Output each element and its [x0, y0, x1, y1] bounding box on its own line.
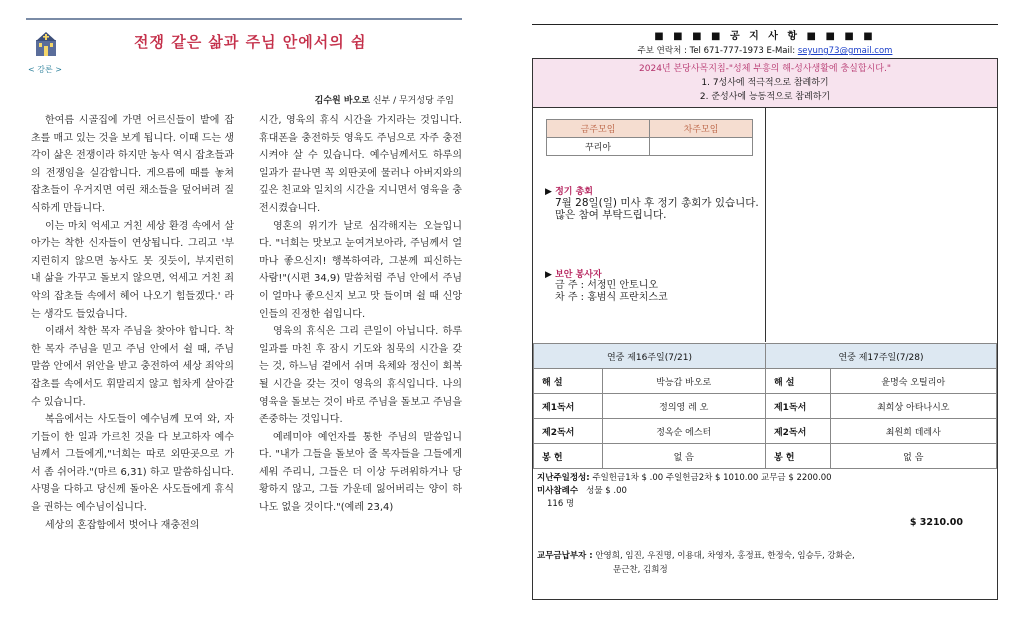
paragraph: 영혼의 위기가 날로 심각해지는 오늘입니다. "너희는 맛보고 눈여겨보아라, 주님께서 얼마나 좋으신지! 행복하여라, 그분께 피신하는 사람!"(시편 34,9) 말씀처럼 주님 안에서 주님이 얼마나 좋으신지 보고 맛 들이며 쉴 때 신앙인들의 진정한 쉼입니다. — [259, 220, 462, 320]
church-icon — [34, 32, 58, 56]
announcements-pane — [533, 108, 766, 342]
sermon-column-1 — [31, 112, 234, 534]
name-cell: 최희상 아타나시오 — [830, 394, 996, 419]
sermon-title: 전쟁 같은 삶과 주님 안에서의 쉼 — [134, 33, 367, 51]
sermon-page — [26, 18, 466, 618]
attendance-label: 미사참례수 — [537, 486, 579, 496]
name-cell: 정의영 레 오 — [602, 394, 765, 419]
contact-text: 주보 연락처 : Tel 671-777-1973 E-Mail: — [637, 46, 798, 56]
meeting-this-week: 꾸리아 — [547, 138, 650, 156]
altar-duty-line-1: 금 주 : 서정민 안토니오 — [555, 280, 659, 291]
general-meeting-heading: 정기 총회 — [555, 187, 593, 197]
liturgy-schedule-table — [533, 343, 997, 469]
paragraph: 한여름 시골집에 가면 어르신들이 밭에 잡초를 매고 있는 것을 보게 됩니다. 이때 드는 생각이 삶은 전쟁이라 하지만 농사 역시 잡초들과의 전쟁임을 실감합니다. 게으름에 때를 놓쳐 잡초들이 우거지면 여린 채소들을 덮어버려 질식하게 만듭니다. — [31, 115, 234, 214]
notice-page — [532, 18, 998, 586]
icon-caption: < 강론 > — [28, 65, 62, 74]
role-cell: 봉 헌 — [765, 444, 830, 469]
altar-duty-heading: 보안 봉사자 — [555, 270, 602, 280]
author-role: 신부 / 무거성당 주임 — [372, 96, 454, 106]
name-cell: 박능갑 바오로 — [602, 369, 765, 394]
attendance-count: 116 명 — [547, 499, 575, 509]
notice-box — [532, 58, 998, 600]
author-name: 김수원 바오로 — [314, 96, 370, 106]
role-cell: 제2독서 — [765, 419, 830, 444]
notice-title: ■ ■ ■ ■ 공 지 사 항 ■ ■ ■ ■ — [654, 31, 876, 42]
table-row — [534, 369, 997, 394]
motto-line-2: 1. 7성사에 적극적으로 참례하기 — [701, 78, 829, 88]
meeting-header-this-week: 금주모임 — [547, 120, 650, 138]
top-rule — [532, 24, 998, 25]
role-cell: 해 설 — [534, 369, 603, 394]
meeting-header-next-week: 차주모임 — [650, 120, 753, 138]
meeting-table — [546, 119, 753, 156]
altar-duty-line-2: 차 주 : 홍범식 프란치스코 — [555, 292, 668, 303]
donors-label: 교무금납부자 : — [537, 551, 593, 561]
general-meeting-notice — [545, 184, 760, 221]
offering-label: 지난주일정성: — [537, 473, 590, 483]
pastoral-motto — [533, 59, 997, 108]
role-cell: 해 설 — [765, 369, 830, 394]
name-cell: 윤명숙 오틸리아 — [830, 369, 996, 394]
general-meeting-body: 7월 28일(일) 미사 후 정기 총회가 있습니다. 많은 참여 부탁드립니다. — [555, 197, 759, 221]
table-row — [534, 444, 997, 469]
contact-line — [532, 44, 998, 56]
role-cell: 제1독서 — [534, 394, 603, 419]
name-cell: 없 음 — [830, 444, 996, 469]
name-cell: 최원희 데레사 — [830, 419, 996, 444]
goods-value: 성물 $ .00 — [586, 486, 627, 496]
paragraph: 복음에서는 사도들이 예수님께 모여 와, 자기들이 한 일과 가르친 것을 다 보고하자 예수님께서 그들에게,"너희는 따로 외딴곳으로 가서 좀 쉬어라."(마르 6,31) 하고 말씀하십니다. 사명을 다하고 당신께 돌아온 사도들에게 휴식을 권하는 예수님이십니다. — [31, 414, 234, 514]
paragraph: 예레미야 예언자를 통한 주님의 말씀입니다. "내가 그들을 돌보아 줄 목자들을 그들에게 세워 주리니, 그들은 더 이상 두려워하거나 당황하지 않고, 그들 가운데 잃어버리는 양이 하나도 없을 것이다."(예레 23,4) — [259, 431, 462, 514]
meeting-next-week — [650, 138, 753, 156]
paragraph: 이는 마치 억세고 거친 세상 환경 속에서 살아가는 착한 신자들이 연상됩니다. 그리고 '부지런히지 않으면 농사도 못 짓듯이, 부지런히 내 삶을 가꾸고 돌보지 않으면, 억세고 거친 죄악의 잡초들 속에서 헤어 나오기 힘들겠다.' 라는 생각도 들었습니다. — [31, 220, 234, 320]
week-header-2: 연중 제17주일(7/28) — [765, 344, 996, 369]
week-header-1: 연중 제16주일(7/21) — [534, 344, 766, 369]
table-row — [534, 394, 997, 419]
paragraph: 세상의 혼잡함에서 벗어나 재충전의 — [45, 519, 200, 531]
paragraph: 시간, 영육의 휴식 시간을 가지라는 것입니다. 휴대폰을 충전하듯 영육도 주님으로 자주 충전시켜야 살 수 있습니다. 예수님께서도 하루의 일과가 끝나면 꼭 외딴곳에 물러나 아버지와의 깊은 친교와 일치의 시간을 지니면서 영육을 충전시켰습니다. — [259, 115, 462, 214]
donors-names-1: 안영희, 임진, 우진명, 이용대, 차영자, 홍정표, 한정숙, 임승두, 강화순, — [595, 551, 855, 561]
top-rule — [26, 18, 462, 20]
triangle-bullet-icon: ▶ — [545, 270, 552, 280]
triangle-bullet-icon: ▶ — [545, 187, 552, 197]
paragraph: 이래서 착한 목자 주님을 찾아야 합니다. 착한 목자 주님을 믿고 주님 안에서 쉴 때, 주님 말씀 안에서 위안을 받고 충전하여 세상 죄악의 잡초를 속에서도 휘말리지 않고 힘차게 살아갈 수 있습니다. — [31, 326, 234, 408]
offering-total: $ 3210.00 — [909, 517, 963, 528]
motto-line-1: 2024년 본당사목지침-"성체 부흥의 해-성사생활에 충실합시다." — [639, 64, 891, 74]
altar-duty-notice — [545, 267, 760, 304]
offering-values: 주일헌금1차 $ .00 주일헌금2차 $ 1010.00 교무금 $ 2200.00 — [592, 473, 832, 483]
role-cell: 봉 헌 — [534, 444, 603, 469]
role-cell: 제1독서 — [765, 394, 830, 419]
paragraph: 영육의 휴식은 그리 큰일이 아닙니다. 하루 일과를 마친 후 잠시 기도와 침묵의 시간을 갖는 것, 하느님 곁에서 쉬며 육체와 정신이 회복될 시간을 갖는 것이 영육의 휴식입니다. 나의 영육을 돌보는 것이 바로 주님을 돌보고 주님을 존중하는 것입니다. — [259, 326, 462, 426]
name-cell: 정옥순 에스터 — [602, 419, 765, 444]
donors-list — [537, 549, 993, 577]
motto-line-3: 2. 준성사에 능동적으로 참례하기 — [699, 92, 831, 102]
offering-summary — [537, 472, 993, 528]
donors-names-2: 문근찬, 김희정 — [613, 565, 668, 575]
name-cell: 없 음 — [602, 444, 765, 469]
author — [315, 93, 454, 106]
role-cell: 제2독서 — [534, 419, 603, 444]
sermon-column-2 — [259, 112, 462, 517]
email-link[interactable]: seyung73@gmail.com — [797, 46, 893, 56]
table-row — [534, 419, 997, 444]
